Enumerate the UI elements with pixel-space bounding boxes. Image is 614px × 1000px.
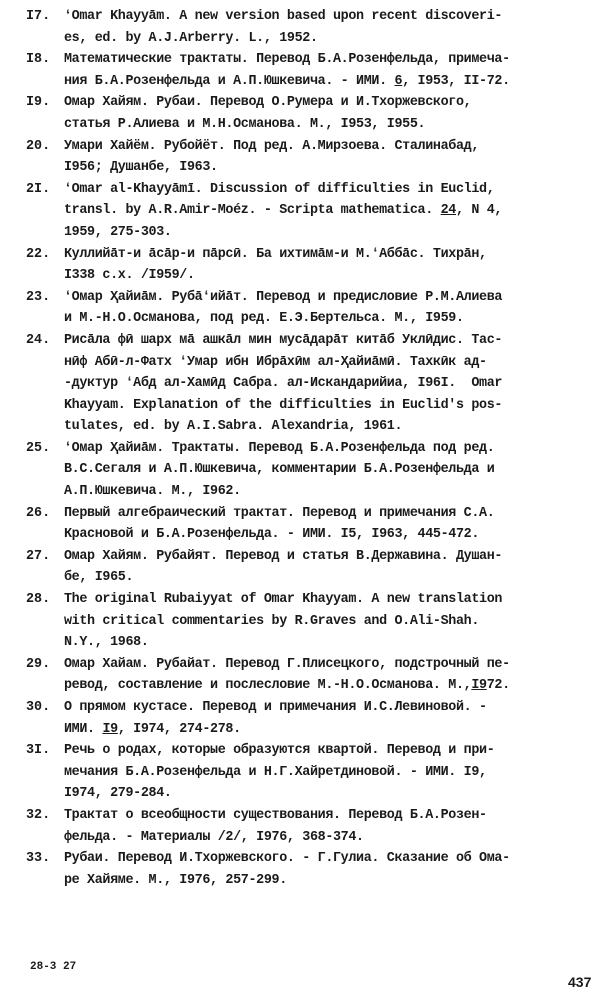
entry-text — [64, 92, 600, 135]
entry-number: 23. — [26, 289, 51, 305]
entry-line: мечания Б.А.Розенфельда и Н.Г.Хайретдиновой. - ИМИ. I9, — [64, 764, 487, 780]
bibliography-entry — [26, 503, 600, 546]
bibliography-entry — [26, 589, 600, 654]
entry-line: N.Y., 1968. — [64, 635, 149, 651]
entry-line: 1959, 275-303. — [64, 224, 172, 240]
bibliography-list — [26, 6, 600, 891]
bibliography-entry — [26, 136, 600, 179]
entry-line: Khayyam. Explanation of the difficulties in Euclid's pos- — [64, 397, 503, 413]
entry-number: I8. — [26, 52, 51, 68]
entry-line: I974, 279-284. — [64, 786, 172, 802]
entry-text — [64, 805, 600, 848]
entry-number: 3I. — [26, 743, 51, 759]
entry-line: es, ed. by A.J.Arberry. L., 1952. — [64, 30, 318, 46]
volume-underline: 6 — [394, 73, 403, 89]
bibliography-entry — [26, 6, 600, 49]
entry-text — [64, 697, 600, 740]
entry-line: -дуктур ʻАбд ал-Хамӣд Сабра. ал-Искандарийиа, I96I. Omar — [64, 376, 503, 392]
entry-line: ʻOmar Khayyām. A new version based upon recent discoveri- — [64, 9, 503, 24]
entry-number: 33. — [26, 851, 51, 867]
bibliography-entry — [26, 654, 600, 697]
entry-number: 24. — [26, 332, 51, 348]
entry-line: ʻОмар Ҳайиāм. Рубāʻийāт. Перевод и предисловие Р.М.Алиева — [64, 289, 503, 305]
entry-line: Трактат о всеобщности существования. Перевод Б.А.Розен- — [64, 807, 487, 823]
bibliography-entry — [26, 179, 600, 244]
entry-line: Куллийāт-и āсāр-и пāрсӣ. Ба ихтимāм-и М.ʻАббāс. Тихрāн, — [64, 246, 487, 262]
entry-text — [64, 740, 600, 805]
printer-signature: 28-3 27 — [30, 961, 77, 973]
bibliography-entry — [26, 287, 600, 330]
entry-line: ревод, составление и послесловие М.-Н.О.Османова. М.,I972. — [64, 678, 510, 694]
entry-line: Рисāла фӣ шарх мā ашкāл мин мусāдарāт китāб Уклӣдис. Тас- — [64, 332, 503, 348]
entry-line: I956; Душанбе, I963. — [64, 160, 218, 176]
entry-number: 2I. — [26, 181, 51, 197]
entry-line: Умари Хайём. Рубойёт. Под ред. А.Мирзоева. Сталинабад, — [64, 138, 480, 154]
entry-line: Омар Хайям. Рубаи. Перевод О.Румера и И.Тхоржевского, — [64, 95, 472, 111]
entry-line: ʻОмар Ҳайиāм. Трактаты. Перевод Б.А.Розенфельда под ред. — [64, 440, 495, 456]
entry-text — [64, 589, 600, 654]
entry-text — [64, 136, 600, 179]
entry-text — [64, 438, 600, 503]
bibliography-entry — [26, 697, 600, 740]
entry-line: В.С.Сегаля и А.П.Юшкевича, комментарии Б.А.Розенфельда и — [64, 462, 495, 478]
entry-line: Омар Хайям. Рубайят. Перевод и статья В.Державина. Душан- — [64, 548, 503, 564]
entry-line: Речь о родах, которые образуются квартой. Перевод и при- — [64, 743, 495, 759]
volume-underline: I9 — [102, 721, 118, 737]
entry-number: 28. — [26, 592, 51, 608]
bibliography-entry — [26, 49, 600, 92]
entry-line: нӣф Абӣ-л-Фатх ʻУмар ибн Ибрāхӣм ал-Ҳайиāмӣ. Тахкӣк ад- — [64, 354, 487, 370]
volume-underline: I9 — [471, 678, 487, 694]
entry-line: Красновой и Б.А.Розенфельда. - ИМИ. I5, I963, 445-472. — [64, 527, 480, 543]
entry-text — [64, 6, 600, 49]
bibliography-entry — [26, 805, 600, 848]
entry-text — [64, 848, 600, 891]
entry-line: фельда. - Материалы /2/, I976, 368-374. — [64, 829, 364, 845]
entry-line: О прямом кустасе. Перевод и примечания И.С.Левиновой. - — [64, 700, 487, 715]
entry-line: ния Б.А.Розенфельда и А.П.Юшкевича. - ИМИ. 6, I953, II-72. — [64, 73, 510, 89]
entry-line: Омар Хайам. Рубайат. Перевод Г.Плисецкого, подстрочный пе- — [64, 656, 510, 672]
bibliography-entry — [26, 546, 600, 589]
entry-number: 22. — [26, 246, 51, 262]
entry-line: и М.-Н.О.Османова, под ред. Е.Э.Бертельса. М., I959. — [64, 311, 464, 327]
entry-number: 32. — [26, 807, 51, 823]
entry-text — [64, 654, 600, 697]
bibliography-entry — [26, 330, 600, 438]
bibliography-entry — [26, 438, 600, 503]
entry-line: А.П.Юшкевича. М., I962. — [64, 484, 241, 500]
bibliography-entry — [26, 92, 600, 135]
entry-line: бе, I965. — [64, 570, 134, 586]
bibliography-entry — [26, 740, 600, 805]
entry-line: with critical commentaries by R.Graves and O.Ali-Shah. — [64, 613, 480, 629]
page-number: 437 — [568, 974, 592, 990]
entry-text — [64, 287, 600, 330]
entry-number: 27. — [26, 548, 51, 564]
entry-line: ИМИ. I9, I974, 274-278. — [64, 721, 241, 737]
entry-line: I338 с.х. /I959/. — [64, 268, 195, 284]
bibliography-entry — [26, 244, 600, 287]
entry-number: 30. — [26, 700, 51, 715]
entry-number: 25. — [26, 440, 51, 456]
entry-line: Первый алгебраический трактат. Перевод и примечания С.А. — [64, 505, 495, 521]
entry-line: статья Р.Алиева и М.Н.Османова. М., I953, I955. — [64, 116, 426, 132]
volume-underline: 24 — [440, 203, 456, 219]
bibliography-entry — [26, 848, 600, 891]
entry-line: Математические трактаты. Перевод Б.А.Розенфельда, примеча- — [64, 52, 510, 68]
entry-line: ʻOmar al-Khayyāmī. Discussion of difficulties in Euclid, — [64, 181, 495, 197]
entry-text — [64, 49, 600, 92]
entry-line: transl. by A.R.Amir-Moéz. - Scripta mathematica. 24, N 4, — [64, 203, 503, 219]
entry-text — [64, 244, 600, 287]
entry-line: ре Хайяме. М., I976, 257-299. — [64, 872, 287, 888]
entry-text — [64, 546, 600, 589]
entry-text — [64, 503, 600, 546]
entry-number: 20. — [26, 138, 51, 154]
entry-line: tulates, ed. by A.I.Sabra. Alexandria, 1961. — [64, 419, 403, 435]
entry-line: Рубаи. Перевод И.Тхоржевского. - Г.Гулиа. Сказание об Ома- — [64, 851, 510, 867]
entry-number: I9. — [26, 95, 51, 111]
entry-number: 26. — [26, 505, 51, 521]
entry-text — [64, 179, 600, 244]
entry-line: The original Rubaiyyat of Omar Khayyam. A new translation — [64, 592, 503, 608]
entry-number: 29. — [26, 656, 51, 672]
entry-number: I7. — [26, 9, 51, 24]
entry-text — [64, 330, 600, 438]
